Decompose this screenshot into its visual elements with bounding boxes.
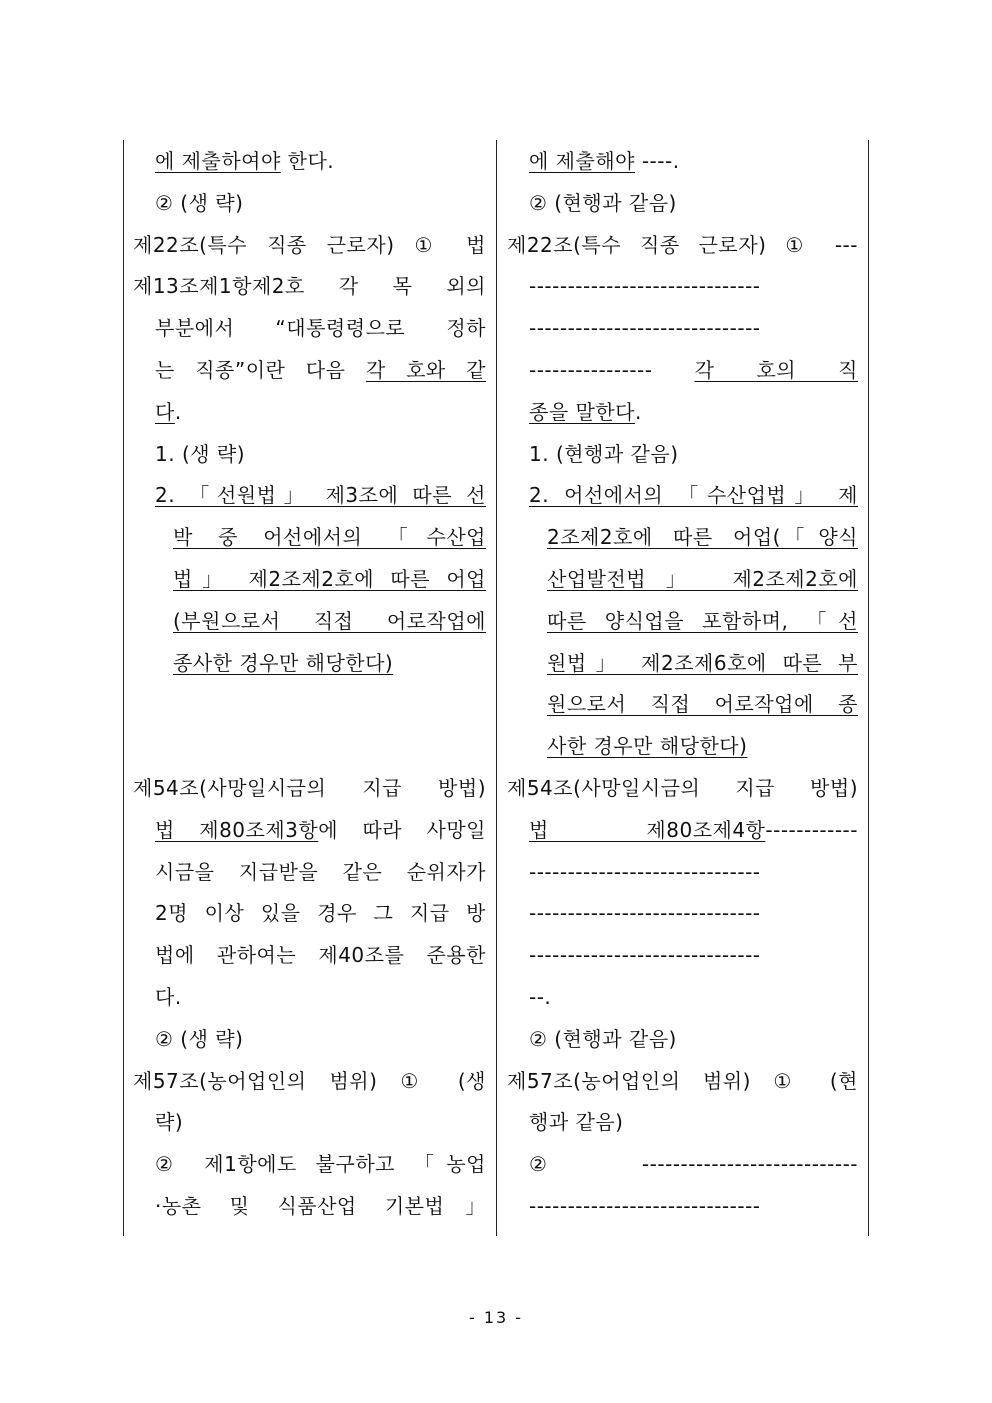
underlined-text: 산업발전법」 제2조제2호에 xyxy=(547,567,858,591)
text-segment: ------------------------------ xyxy=(529,316,761,341)
underlined-text: (부원으로서 직접 어로작업에 xyxy=(173,608,486,633)
text-segment: ② (생 략) xyxy=(155,1026,244,1051)
text-segment: 제54조(사망일시금의 지급 방법) xyxy=(133,776,486,800)
text-segment: ------------------------------ xyxy=(529,943,761,968)
text-segment: 1. (생 략) xyxy=(155,441,246,466)
text-line xyxy=(529,182,677,224)
text-segment: 법에 관하여는 제40조를 준용한 xyxy=(155,943,486,968)
text-line xyxy=(529,976,551,1018)
text-line xyxy=(173,642,393,684)
text-line xyxy=(547,642,858,684)
text-line xyxy=(507,224,858,266)
text-line xyxy=(547,683,858,725)
text-segment: 제13조제1항제2호 각 목 외의 xyxy=(133,274,486,299)
text-line xyxy=(529,1018,677,1060)
text-line xyxy=(155,1101,183,1143)
text-segment: 에 따라 사망일 xyxy=(318,817,486,842)
text-segment: 부분에서 “대통령령으로 정하 xyxy=(155,316,486,341)
text-line xyxy=(155,809,486,851)
text-line xyxy=(133,1060,486,1102)
text-line xyxy=(155,140,334,182)
text-segment: ② (현행과 같음) xyxy=(529,1026,677,1051)
text-segment: 2명 이상 있을 경우 그 지급 방 xyxy=(155,901,486,926)
text-line xyxy=(173,600,486,642)
underlined-text: 법 제80조제4항 xyxy=(529,817,766,842)
text-line xyxy=(529,433,679,475)
page-number: - 13 - xyxy=(468,1308,524,1327)
underlined-text: 사한 경우만 해당한다) xyxy=(547,734,748,759)
text-segment: ------------------------------ xyxy=(529,859,761,884)
text-line xyxy=(155,391,182,433)
underlined-text: 법」 제2조제2호에 따른 어업 xyxy=(173,567,486,591)
text-line xyxy=(529,1143,858,1185)
text-line xyxy=(155,307,486,349)
underlined-text: 에 제출해야 xyxy=(529,149,635,173)
text-segment: 략) xyxy=(155,1110,184,1135)
underlined-text: 각 호의 직 xyxy=(694,358,859,382)
text-line xyxy=(155,349,486,391)
text-segment: --. xyxy=(529,985,552,1009)
text-segment: 제57조(농어업인의 범위) ① (현 xyxy=(507,1068,858,1093)
text-segment: 한다. xyxy=(280,149,335,173)
text-line xyxy=(529,851,858,893)
text-segment: ·농촌 및 식품산업 기본법」 xyxy=(155,1194,486,1218)
text-line xyxy=(173,558,486,600)
text-line xyxy=(155,1185,486,1227)
text-line xyxy=(507,767,858,809)
text-line xyxy=(529,892,858,934)
text-segment: ------------ xyxy=(765,817,858,842)
text-line xyxy=(529,1101,623,1143)
text-segment: 시금을 지급받을 같은 순위자가 xyxy=(155,859,486,884)
text-line xyxy=(155,474,486,516)
underlined-text: 원으로서 직접 어로작업에 종 xyxy=(547,692,858,717)
text-segment: 제54조(사망일시금의 지급 방법) xyxy=(507,776,858,800)
text-line xyxy=(529,140,680,182)
text-line xyxy=(547,725,747,767)
underlined-text: 각 호와 같 xyxy=(365,358,486,382)
underlined-text: 2. 「선원법」 제3조에 따른 선 xyxy=(155,483,486,508)
text-segment: 는 직종”이란 다음 xyxy=(155,358,366,382)
text-segment: ------------------------------ xyxy=(529,1194,761,1218)
text-line xyxy=(155,892,486,934)
text-line xyxy=(507,1060,858,1102)
text-line xyxy=(529,809,858,851)
text-segment: . xyxy=(174,399,182,424)
text-line xyxy=(529,349,858,391)
text-line xyxy=(155,1018,243,1060)
text-segment: ② ---------------------------- xyxy=(529,1152,858,1177)
text-line xyxy=(133,224,486,266)
text-segment: ------------------------------ xyxy=(529,901,761,926)
text-line xyxy=(529,265,858,307)
text-line xyxy=(155,182,243,224)
text-line xyxy=(529,391,642,433)
text-line xyxy=(133,265,486,307)
underlined-text: 종사한 경우만 해당한다) xyxy=(173,650,394,675)
text-line xyxy=(155,934,486,976)
text-line xyxy=(529,474,858,516)
text-segment: . xyxy=(634,399,642,424)
text-line xyxy=(529,307,858,349)
text-segment: ----. xyxy=(634,149,680,173)
text-segment: ---------------- xyxy=(529,358,695,382)
underlined-text: 종을 말한다 xyxy=(529,399,635,424)
text-line xyxy=(155,1143,486,1185)
column-divider xyxy=(496,140,497,1236)
text-segment: 행과 같음) xyxy=(529,1110,624,1135)
text-line xyxy=(529,934,858,976)
text-segment: 1. (현행과 같음) xyxy=(529,441,679,466)
underlined-text: 따른 양식업을 포함하며, 「선 xyxy=(547,608,858,633)
text-line xyxy=(155,433,245,475)
text-line xyxy=(547,558,858,600)
text-segment: 제22조(특수 직종 근로자) ① 법 xyxy=(133,232,486,257)
text-segment: ② 제1항에도 불구하고 「농업 xyxy=(155,1152,486,1177)
text-segment: 제57조(농어업인의 범위) ① (생 xyxy=(133,1068,486,1093)
text-segment: 다. xyxy=(155,985,182,1009)
text-line xyxy=(155,851,486,893)
text-line xyxy=(547,516,858,558)
right-border xyxy=(868,140,869,1236)
underlined-text: 원법」 제2조제6호에 따른 부 xyxy=(547,650,858,675)
left-border xyxy=(123,140,124,1236)
underlined-text: 에 제출하여야 xyxy=(155,149,281,173)
text-line xyxy=(529,1185,858,1227)
underlined-text: 박 중 어선에서의 「수산업 xyxy=(173,525,486,550)
text-line xyxy=(155,976,182,1018)
text-line xyxy=(173,516,486,558)
text-segment: ② (현행과 같음) xyxy=(529,190,677,215)
underlined-text: 법 제80조제3항 xyxy=(155,817,319,842)
text-segment: ② (생 략) xyxy=(155,190,244,215)
underlined-text: 2. 어선에서의 「수산업법」 제 xyxy=(529,483,858,508)
text-line xyxy=(547,600,858,642)
text-line xyxy=(133,767,486,809)
underlined-text: 다 xyxy=(155,399,175,424)
text-segment: ------------------------------ xyxy=(529,274,761,299)
text-segment: 제22조(특수 직종 근로자) ① --- xyxy=(507,232,858,257)
underlined-text: 2조제2호에 따른 어업(「양식 xyxy=(547,525,858,550)
